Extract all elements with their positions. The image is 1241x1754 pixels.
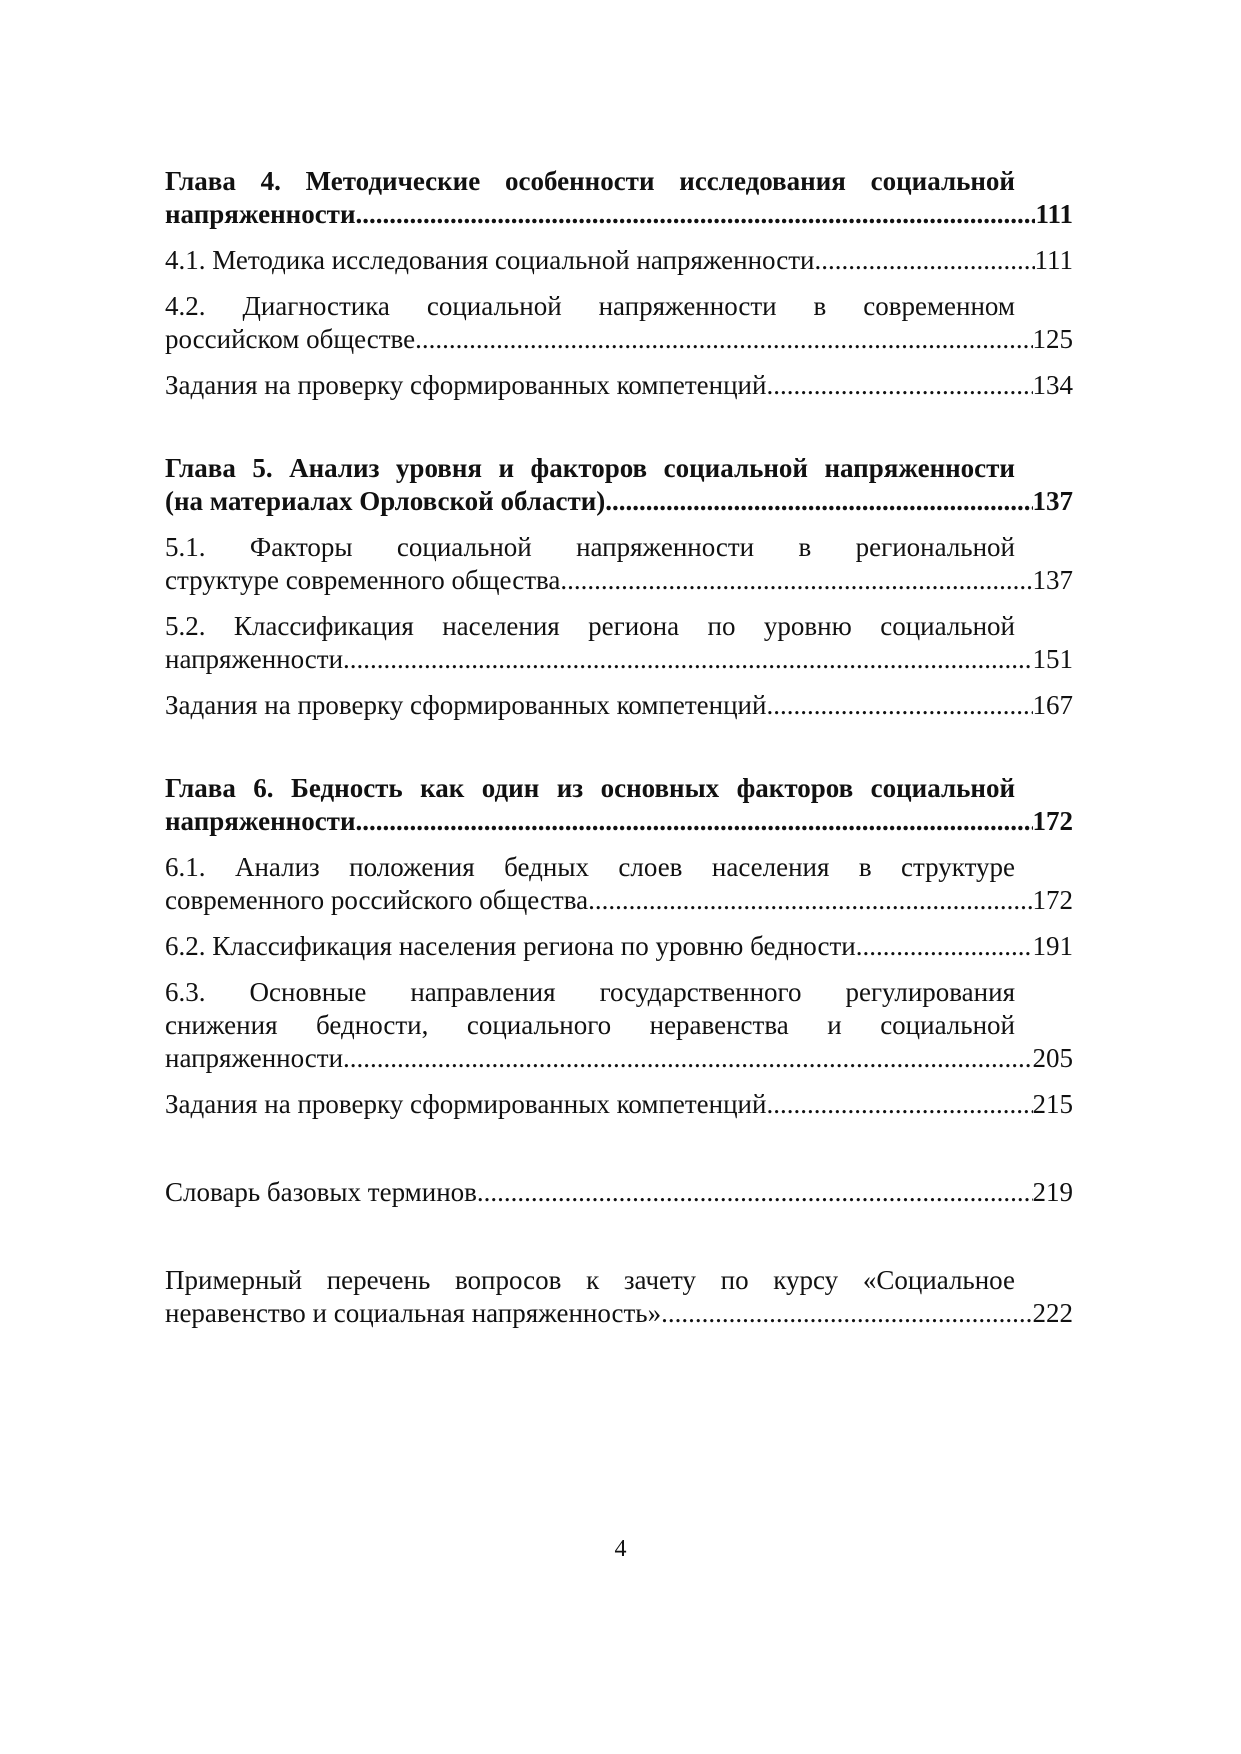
toc-section-5-2[interactable] [165,610,1073,676]
toc-page-number: 134 [1032,370,1073,400]
toc-page-number: 137 [1032,565,1073,595]
toc-page-number: 111 [1035,199,1073,229]
toc-section-title: Задания на проверку сформированных компетенций [165,1089,767,1119]
toc-section-title-line3 [165,1042,1073,1075]
toc-section-6-2[interactable] [165,930,1073,963]
toc-leader [766,689,1032,722]
toc-tasks-4[interactable] [165,369,1073,402]
toc-tasks-5[interactable] [165,689,1073,722]
toc-section-title-line1: Примерный перечень вопросов к зачету по курсу «Социальное [165,1265,1015,1295]
toc-chapter-6-title-line2 [165,805,1073,838]
toc-page-number: 172 [1032,806,1073,836]
toc-glossary[interactable] [165,1176,1073,1209]
toc-section-title-line2 [165,1297,1073,1330]
toc-section-title: 6.2. Классификация населения региона по уровню бедности [165,931,856,961]
toc-page-number: 151 [1032,644,1073,674]
toc-chapter-6[interactable] [165,772,1073,838]
toc-questions[interactable] [165,1264,1073,1330]
toc-leader [605,485,1032,518]
toc-chapter-5-title-line1: Глава 5. Анализ уровня и факторов социальной напряженности [165,453,1015,483]
toc-section-title-tail: неравенство и социальная напряженность» [165,1298,662,1328]
toc-section-title-tail: современного российского общества [165,885,589,915]
toc-page-number: 222 [1032,1298,1073,1328]
toc-section-title-line2 [165,643,1073,676]
toc-section-title-line1: 4.2. Диагностика социальной напряженности в современном [165,291,1015,321]
toc-section-title-tail: структуре современного общества [165,565,561,595]
toc-page-number: 191 [1032,931,1073,961]
toc-section-title-line2: снижения бедности, социального неравенства и социальной [165,1010,1015,1040]
toc-leader [856,930,1033,963]
toc-leader [343,1042,1032,1075]
toc-section-title-line1: 5.2. Классификация населения региона по уровню социальной [165,611,1015,641]
toc-leader [560,564,1032,597]
toc-page-number: 172 [1032,885,1073,915]
toc-page-number: 205 [1032,1043,1073,1073]
toc-leader [661,1297,1032,1330]
toc-page-number: 167 [1032,690,1073,720]
toc-page-number: 219 [1032,1177,1073,1207]
toc-page-number: 125 [1032,324,1073,354]
toc-page-number: 137 [1032,486,1073,516]
toc-section-title-line2 [165,564,1073,597]
toc-leader [415,323,1032,356]
toc-leader [477,1176,1033,1209]
toc-leader [814,244,1034,277]
toc-chapter-5-title-line2 [165,485,1073,518]
toc-section-title-tail: напряженности [165,1043,344,1073]
toc-leader [588,884,1032,917]
toc-section-title-tail: напряженности [165,644,344,674]
toc-section-title: Словарь базовых терминов [165,1177,477,1207]
toc-chapter-4-title-line2 [165,198,1073,231]
toc-chapter-5-title-tail: (на материалах Орловской области) [165,486,606,516]
toc-section-title: 4.1. Методика исследования социальной напряженности [165,245,815,275]
toc-chapter-6-title-line1: Глава 6. Бедность как один из основных факторов социальной [165,773,1015,803]
toc-section-title: Задания на проверку сформированных компетенций [165,690,767,720]
toc-section-4-2[interactable] [165,290,1073,356]
toc-chapter-5[interactable] [165,452,1073,518]
toc-section-title: Задания на проверку сформированных компетенций [165,370,767,400]
toc-chapter-6-title-tail: напряженности [165,806,356,836]
toc-section-5-1[interactable] [165,531,1073,597]
toc-chapter-4-title-tail: напряженности [165,199,356,229]
table-of-contents [165,165,1073,1330]
toc-chapter-4-title-line1: Глава 4. Методические особенности исследования социальной [165,166,1015,196]
toc-section-title-line1: 6.3. Основные направления государственного регулирования [165,977,1015,1007]
toc-section-title-line1: 6.1. Анализ положения бедных слоев населения в структуре [165,852,1015,882]
toc-page-number: 215 [1032,1089,1073,1119]
toc-page-number: 111 [1034,245,1073,275]
toc-section-title-line2 [165,323,1073,356]
toc-tasks-6[interactable] [165,1088,1073,1121]
page-number: 4 [614,1536,627,1562]
toc-leader [356,198,1036,231]
toc-section-title-line2 [165,884,1073,917]
toc-chapter-4[interactable] [165,165,1073,231]
toc-leader [356,805,1033,838]
toc-section-4-1[interactable] [165,244,1073,277]
toc-section-6-1[interactable] [165,851,1073,917]
toc-section-title-tail: российском обществе [165,324,416,354]
toc-leader [766,1088,1032,1121]
toc-section-title-line1: 5.1. Факторы социальной напряженности в региональной [165,532,1015,562]
toc-leader [343,643,1032,676]
toc-leader [766,369,1032,402]
toc-section-6-3[interactable] [165,976,1073,1075]
